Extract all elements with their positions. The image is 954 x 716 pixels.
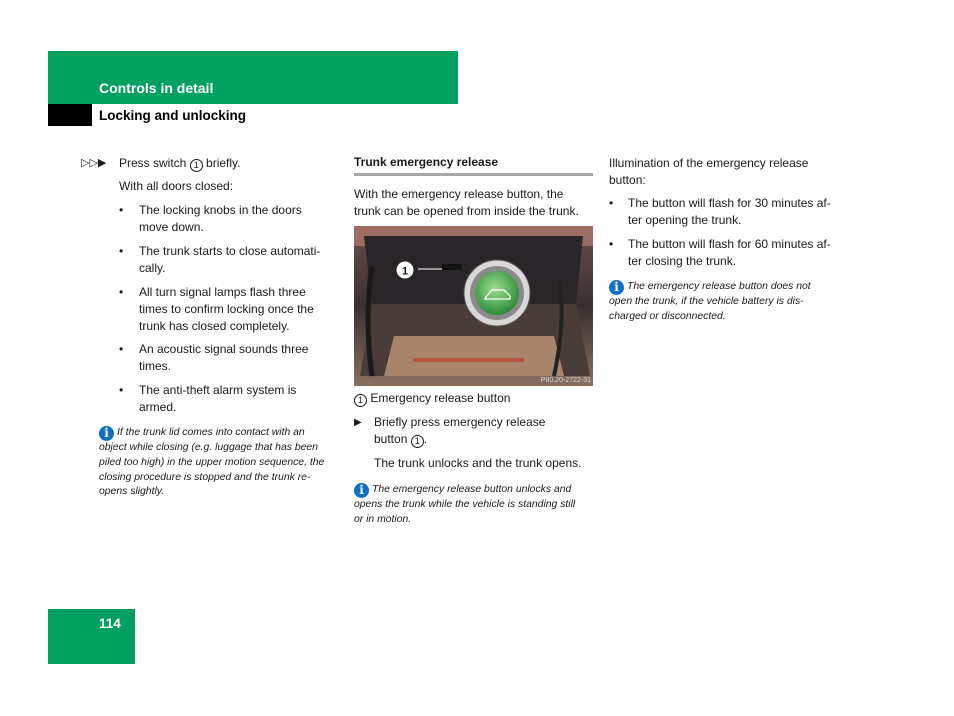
list-item: The trunk starts to close automati- cally. xyxy=(139,244,321,275)
step-arrow-icon: ▶ xyxy=(354,417,362,428)
subsection-title: Locking and unlocking xyxy=(99,108,247,123)
info-icon: i xyxy=(609,280,624,295)
info-icon: i xyxy=(99,426,114,441)
list-item: The anti-theft alarm system is armed. xyxy=(139,383,297,414)
bullet-dot: • xyxy=(119,244,124,258)
photo-caption: 1 Emergency release button xyxy=(354,390,510,407)
instruction-step: Briefly press emergency release button 1 . xyxy=(374,415,546,446)
step-result: The trunk unlocks and the trunk opens. xyxy=(374,456,582,470)
bullet-dot: • xyxy=(119,342,124,356)
info-note: i The emergency release button unlocks and opens the trunk while the vehicle is standing still or in motion. xyxy=(354,483,576,525)
section-heading: Trunk emergency release xyxy=(354,155,499,169)
trunk-photo xyxy=(354,226,593,386)
press-switch-line: Press switch 1 briefly. xyxy=(119,156,241,170)
reference-marker: 1 xyxy=(190,159,203,172)
illumination-intro: Illumination of the emergency release button: xyxy=(609,156,809,187)
section-title: Controls in detail xyxy=(99,80,214,96)
list-item: An acoustic signal sounds three times. xyxy=(139,342,309,373)
photo-code: P80.20-2722-31 xyxy=(540,377,591,384)
bullet-dot: • xyxy=(609,196,614,210)
bullet-dot: • xyxy=(119,203,124,217)
intro-text: With the emergency release button, the trunk can be opened from inside the trunk. xyxy=(354,187,579,218)
header-band xyxy=(48,51,458,104)
doors-closed-line: With all doors closed: xyxy=(119,179,234,193)
photo-callout: 1 xyxy=(401,265,409,278)
list-item: The locking knobs in the doors move down. xyxy=(139,203,302,234)
list-item: The button will flash for 30 minutes af- ter opening the trunk. xyxy=(628,196,831,227)
continuation-marker: ▷▷▶ xyxy=(81,157,107,169)
page-number-box xyxy=(48,609,135,664)
bullet-dot: • xyxy=(119,383,124,397)
page-number: 114 xyxy=(99,616,121,631)
list-item: The button will flash for 60 minutes af- ter closing the trunk. xyxy=(628,237,831,268)
list-item: All turn signal lamps flash three times to confirm locking once the trunk has closed completely. xyxy=(139,285,314,333)
heading-rule xyxy=(354,173,593,176)
reference-marker: 1 xyxy=(411,435,424,448)
bullet-dot: • xyxy=(119,285,124,299)
info-icon: i xyxy=(354,483,369,498)
reference-marker: 1 xyxy=(354,394,367,407)
info-note: i The emergency release button does not open the trunk, if the vehicle battery is dis- charged or disconnected. xyxy=(609,280,811,322)
header-marker xyxy=(48,104,92,126)
bullet-dot: • xyxy=(609,237,614,251)
info-note: i If the trunk lid comes into contact with an object while closing (e.g. luggage that has been piled too high) in the upper motion sequence, the closing procedure is stopped and the trunk re- opens slightly. xyxy=(99,426,325,498)
